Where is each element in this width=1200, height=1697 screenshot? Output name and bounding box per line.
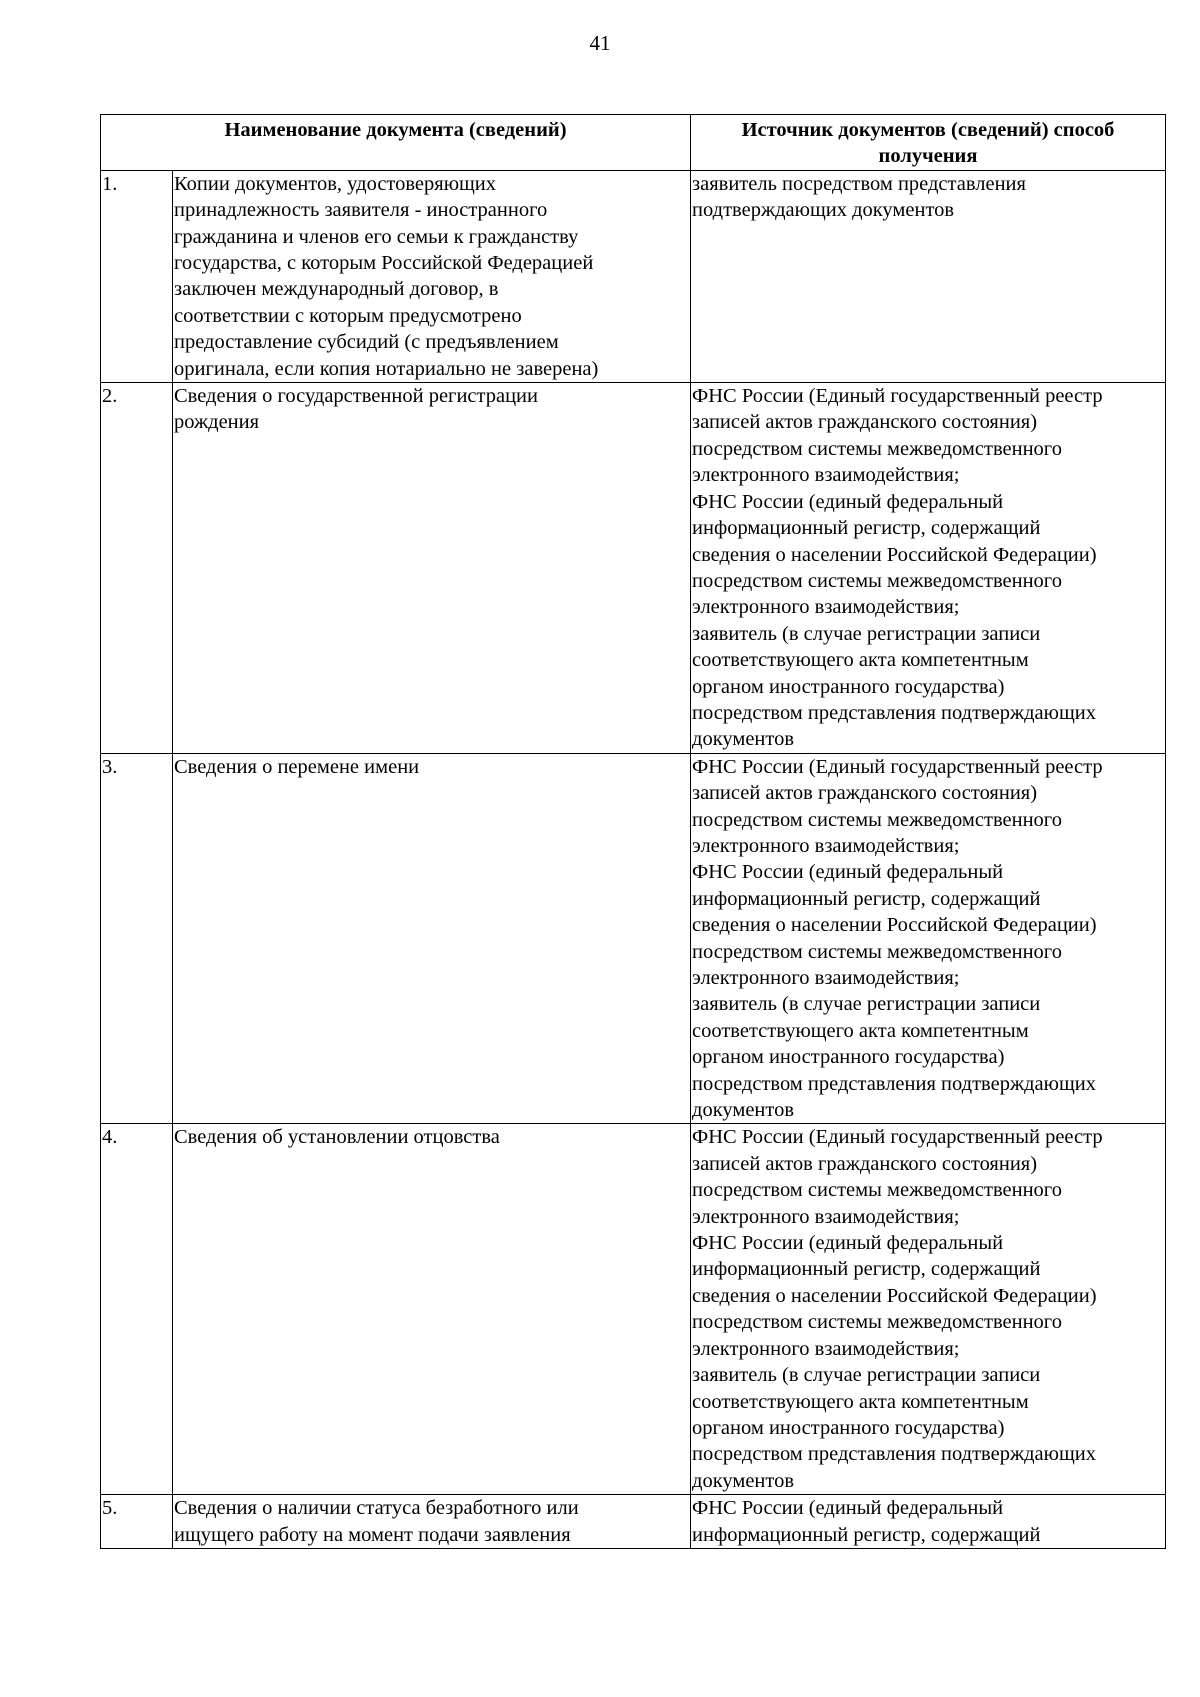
document-source-line: заявитель (в случае регистрации записи <box>692 993 1041 1016</box>
documents-table <box>100 114 1166 1549</box>
document-name-line: Сведения о перемене имени <box>174 755 420 778</box>
document-source-line: информационный регистр, содержащий <box>692 517 1041 540</box>
header-document-source <box>691 115 1166 171</box>
document-source-line: ФНС России (Единый государственный реестр <box>692 1126 1103 1149</box>
document-source-line: посредством представления подтверждающих <box>692 1072 1096 1095</box>
document-source-line: посредством системы межведомственного <box>692 1311 1062 1334</box>
document-source-line: ФНС России (Единый государственный реестр <box>692 385 1103 408</box>
document-source-line: документов <box>692 728 795 751</box>
document-source-cell <box>691 383 1166 754</box>
document-source-line: подтверждающих документов <box>692 199 955 222</box>
document-source-line: электронного взаимодействия; <box>692 1337 960 1360</box>
document-source-line: ФНС России (единый федеральный <box>692 1232 1004 1255</box>
document-name-line: Сведения о государственной регистрации <box>174 385 538 408</box>
document-name-line: Сведения об установлении отцовства <box>174 1126 500 1149</box>
document-name-line: гражданина и членов его семьи к гражданству <box>174 225 579 248</box>
document-name-line: рождения <box>174 411 260 434</box>
document-source-line: электронного взаимодействия; <box>692 834 960 857</box>
document-name-line: соответствии с которым предусмотрено <box>174 304 522 327</box>
row-number: 3. <box>101 753 173 1124</box>
document-name-line: ищущего работу на момент подачи заявления <box>174 1523 571 1546</box>
document-source-line: записей актов гражданского состояния) <box>692 411 1038 434</box>
document-source-line: соответствующего акта компетентным <box>692 1390 1029 1413</box>
document-source-line: электронного взаимодействия; <box>692 464 960 487</box>
document-source-line: посредством системы межведомственного <box>692 940 1062 963</box>
document-name-line: предоставление субсидий (с предъявлением <box>174 331 559 354</box>
row-number: 4. <box>101 1124 173 1495</box>
document-source-line: соответствующего акта компетентным <box>692 1019 1029 1042</box>
table-row <box>101 383 1166 754</box>
document-source-line: ФНС России (единый федеральный <box>692 861 1004 884</box>
row-number: 1. <box>101 170 173 382</box>
table-body <box>101 170 1166 1548</box>
document-source-line: записей актов гражданского состояния) <box>692 782 1038 805</box>
document-name-line: Сведения о наличии статуса безработного или <box>174 1497 579 1520</box>
document-source-line: ФНС России (единый федеральный <box>692 490 1004 513</box>
document-source-line: электронного взаимодействия; <box>692 596 960 619</box>
document-name-line: оригинала, если копия нотариально не заверена) <box>174 357 599 380</box>
document-source-line: соответствующего акта компетентным <box>692 649 1029 672</box>
document-source-line: электронного взаимодействия; <box>692 1205 960 1228</box>
document-name-line: заключен международный договор, в <box>174 278 499 301</box>
document-source-line: посредством представления подтверждающих <box>692 1443 1096 1466</box>
document-source-line: документов <box>692 1469 795 1492</box>
document-name-cell <box>173 383 691 754</box>
table-row <box>101 1495 1166 1549</box>
document-name-cell <box>173 170 691 382</box>
table-row <box>101 1124 1166 1495</box>
document-source-line: ФНС России (единый федеральный <box>692 1497 1004 1520</box>
page-number: 41 <box>589 31 611 55</box>
document-source-line: заявитель (в случае регистрации записи <box>692 622 1041 645</box>
header-document-name-text: Наименование документа (сведений) <box>224 119 567 141</box>
row-number: 5. <box>101 1495 173 1549</box>
header-source-line-2: получения <box>878 145 978 168</box>
document-name-cell <box>173 1124 691 1495</box>
document-source-cell <box>691 1124 1166 1495</box>
document-source-line: органом иностранного государства) <box>692 1416 1005 1439</box>
header-document-name <box>101 115 691 171</box>
document-source-line: сведения о населении Российской Федерации) <box>692 1284 1097 1307</box>
document-source-cell <box>691 753 1166 1124</box>
document-source-line: органом иностранного государства) <box>692 1046 1005 1069</box>
header-source-line-1: Источник документов (сведений) способ <box>741 119 1115 141</box>
document-source-line: посредством представления подтверждающих <box>692 701 1096 724</box>
document-source-line: информационный регистр, содержащий <box>692 1258 1041 1281</box>
document-source-cell <box>691 1495 1166 1549</box>
document-source-line: заявитель (в случае регистрации записи <box>692 1364 1041 1387</box>
document-source-line: посредством системы межведомственного <box>692 808 1062 831</box>
document-source-line: посредством системы межведомственного <box>692 1179 1062 1202</box>
document-source-cell <box>691 170 1166 382</box>
document-name-cell <box>173 1495 691 1549</box>
document-name-line: принадлежность заявителя - иностранного <box>174 199 548 222</box>
document-name-line: Копии документов, удостоверяющих <box>174 172 497 195</box>
document-source-line: информационный регистр, содержащий <box>692 887 1041 910</box>
table-row <box>101 170 1166 382</box>
document-source-line: ФНС России (Единый государственный реестр <box>692 755 1103 778</box>
document-name-cell <box>173 753 691 1124</box>
table-header-row <box>101 115 1166 171</box>
document-source-line: документов <box>692 1099 795 1122</box>
document-source-line: сведения о населении Российской Федерации) <box>692 543 1097 566</box>
document-source-line: информационный регистр, содержащий <box>692 1523 1041 1546</box>
document-source-line: органом иностранного государства) <box>692 675 1005 698</box>
document-name-line: государства, с которым Российской Федерацией <box>174 252 594 275</box>
document-source-line: записей актов гражданского состояния) <box>692 1152 1038 1175</box>
document-source-line: посредством системы межведомственного <box>692 437 1062 460</box>
document-source-line: сведения о населении Российской Федерации) <box>692 914 1097 937</box>
document-source-line: электронного взаимодействия; <box>692 967 960 989</box>
document-source-line: заявитель посредством представления <box>692 172 1026 195</box>
document-source-line: посредством системы межведомственного <box>692 569 1062 592</box>
row-number: 2. <box>101 383 173 754</box>
table-row <box>101 753 1166 1124</box>
